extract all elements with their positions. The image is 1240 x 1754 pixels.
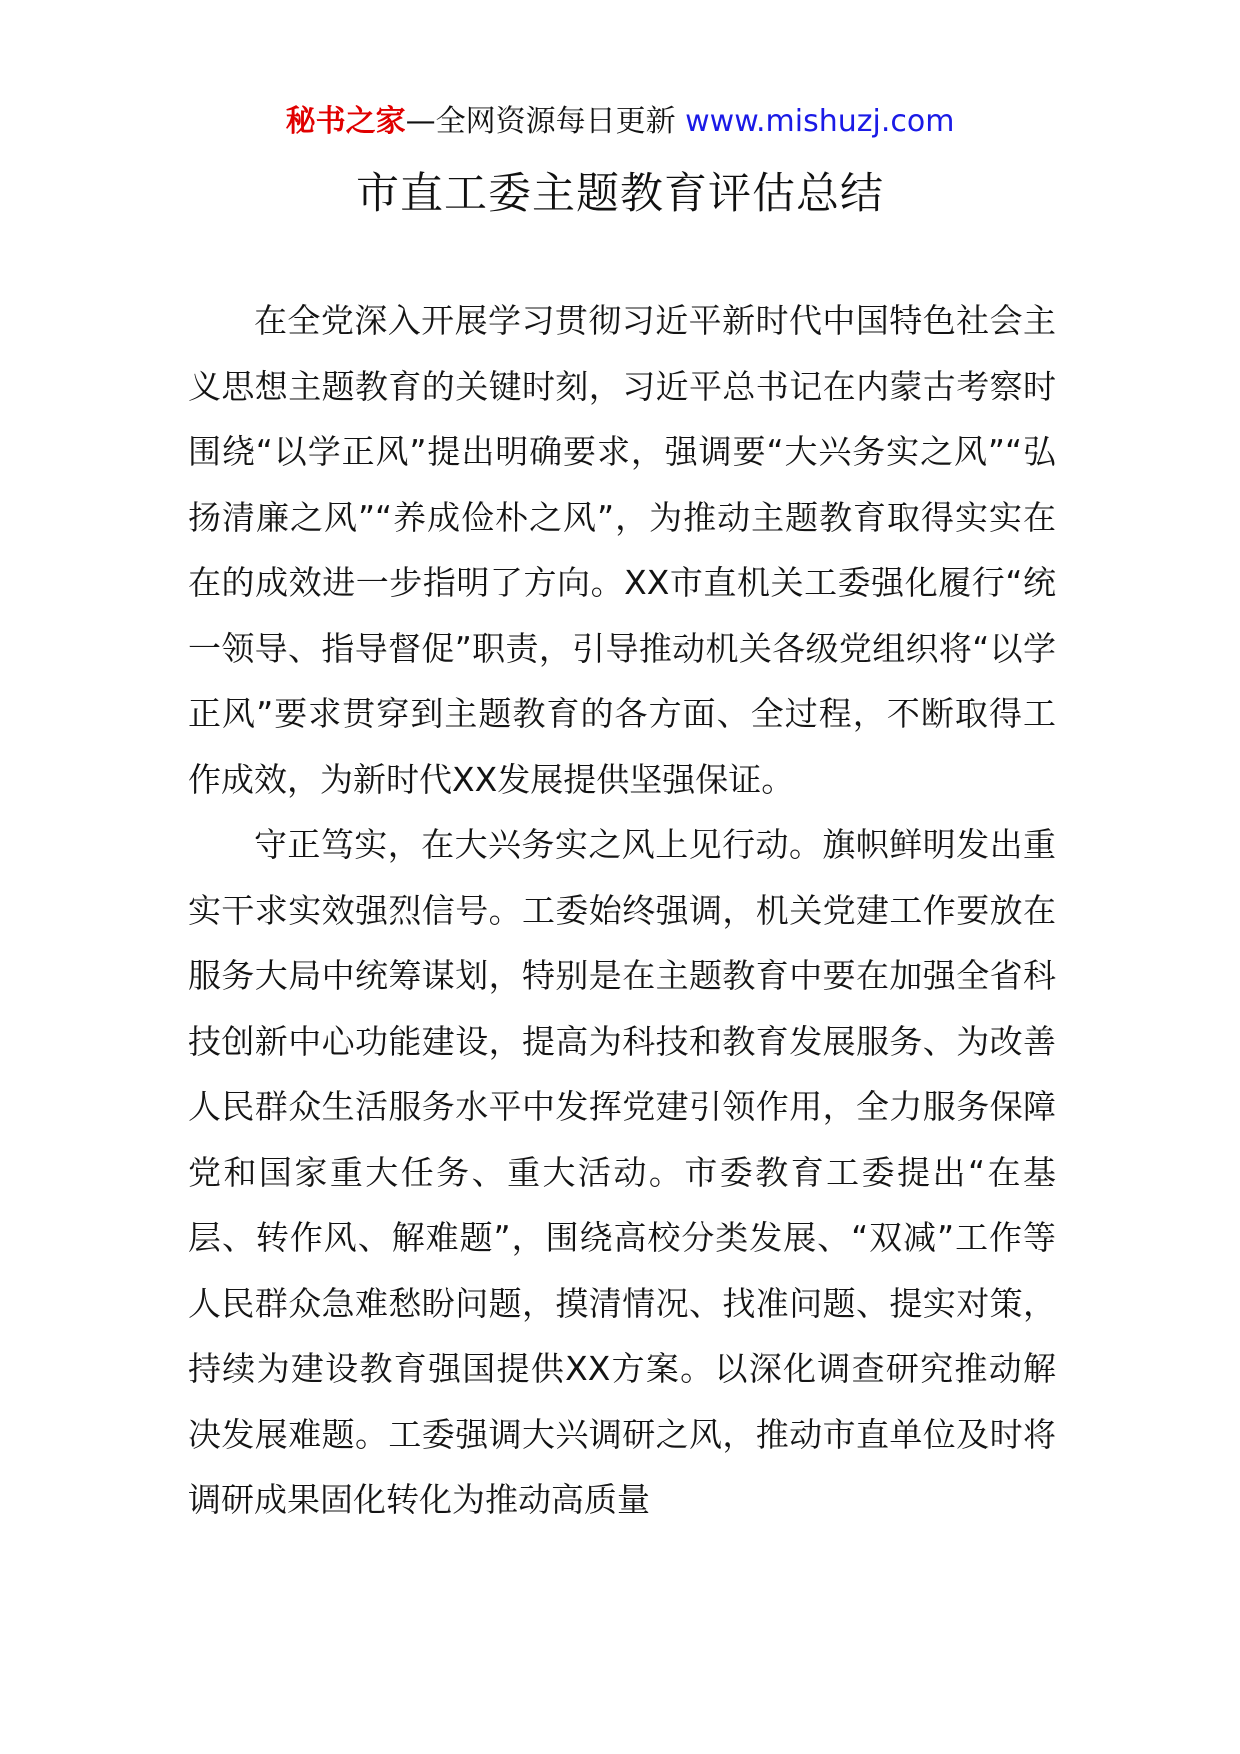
- header-tagline: —全网资源每日更新: [405, 104, 686, 139]
- paragraph: 在全党深入开展学习贯彻习近平新时代中国特色社会主义思想主题教育的关键时刻，习近平总书记在内蒙古考察时围绕“以学正风”提出明确要求，强调要“大兴务实之风”“弘扬清廉之风”“养成俭朴之风”，为推动主题教育取得实实在在的成效进一步指明了方向。XX市直机关工委强化履行“统一领导、指导督促”职责，引导推动机关各级党组织将“以学正风”要求贯穿到主题教育的各方面、全过程，不断取得工作成效，为新时代XX发展提供坚强保证。: [188, 301, 1056, 799]
- site-url-link[interactable]: www.mishuzj.com: [685, 104, 955, 139]
- paragraph: 守正笃实，在大兴务实之风上见行动。旗帜鲜明发出重实干求实效强烈信号。工委始终强调，机关党建工作要放在服务大局中统筹谋划，特别是在主题教育中要在加强全省科技创新中心功能建设，提高为科技和教育发展服务、为改善人民群众生活服务水平中发挥党建引领作用，全力服务保障党和国家重大任务、重大活动。市委教育工委提出“在基层、转作风、解难题”，围绕高校分类发展、“双减”工作等人民群众急难愁盼问题，摸清情况、找准问题、提实对策，持续为建设教育强国提供XX方案。以深化调查研究推动解决发展难题。工委强调大兴调研之风，推动市直单位及时将调研成果固化转化为推动高质量: [188, 825, 1056, 1519]
- document-title: 市直工委主题教育评估总结: [356, 169, 884, 219]
- document-body: [188, 288, 1056, 1533]
- brand-name: 秘书之家: [285, 104, 406, 139]
- site-header: [0, 100, 1240, 144]
